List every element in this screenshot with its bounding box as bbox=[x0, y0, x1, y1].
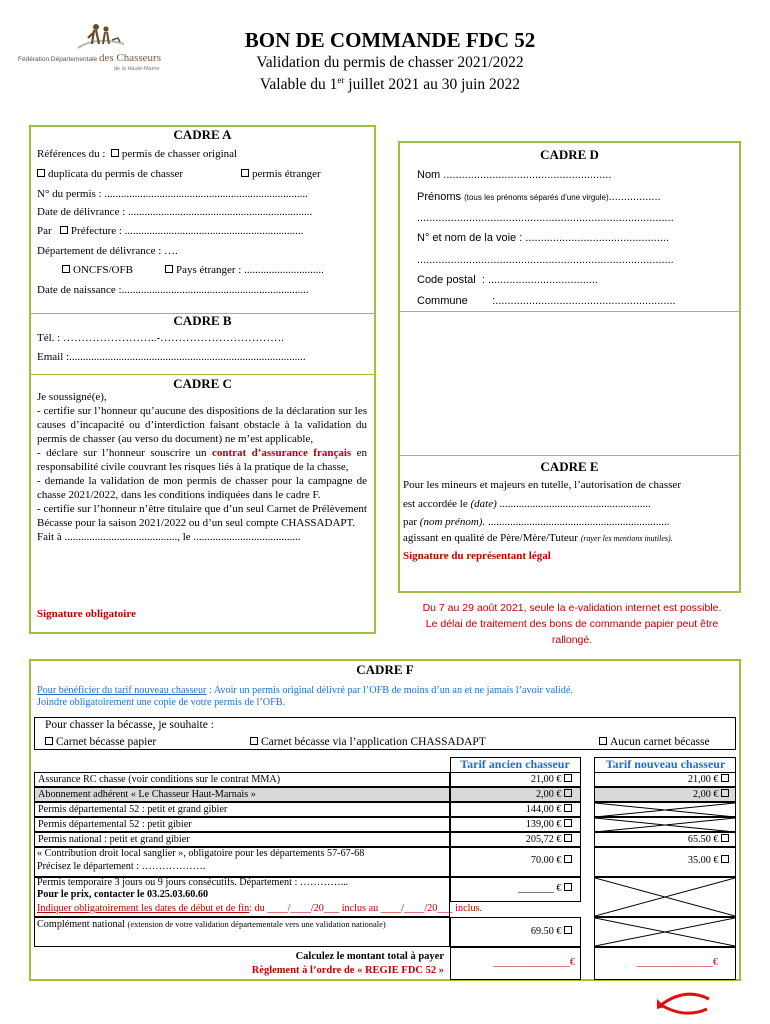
tel-field[interactable]: Tél. : ……………………..-……………………………. bbox=[37, 332, 284, 344]
oncfs-checkbox[interactable] bbox=[62, 265, 70, 273]
table-row bbox=[34, 787, 736, 802]
voie-field[interactable]: ............................................... bbox=[525, 232, 669, 244]
nouveau-price-cell: 65.50 € bbox=[594, 832, 736, 847]
crossed-cell bbox=[595, 803, 735, 817]
nouveau-price-cell: 21,00 € bbox=[594, 772, 736, 787]
temporaire-price-field[interactable]: _______ € bbox=[518, 883, 562, 894]
sanglier-nouveau-checkbox[interactable] bbox=[721, 855, 729, 863]
crossed-cell bbox=[594, 917, 736, 947]
prenoms-field-2[interactable]: .................................................................................... bbox=[417, 212, 674, 224]
voie-field-2[interactable]: .................................................................................... bbox=[417, 254, 674, 266]
nouveau-chasseur-info: Pour bénéficier du tarif nouveau chasseur : Avoir un permis original délivré par l’OFB de moins d’un an et ne jamais l’avoir validé. bbox=[37, 685, 573, 696]
date-autorisation-field[interactable]: ....................................................... bbox=[496, 498, 651, 510]
ancien-checkbox[interactable] bbox=[564, 819, 572, 827]
cadre-b-title: CADRE B bbox=[173, 313, 232, 328]
page-subtitle: Validation du permis de chasser 2021/2022 bbox=[256, 54, 524, 71]
cadre-d-title: CADRE D bbox=[540, 147, 599, 162]
turn-page-arrow-icon bbox=[655, 985, 717, 1019]
pays-etranger-checkbox[interactable] bbox=[165, 265, 173, 273]
total-nouveau-field[interactable]: _______________€ bbox=[636, 957, 718, 968]
commune-field[interactable]: ........................................................... bbox=[495, 295, 676, 307]
etranger-checkbox[interactable] bbox=[241, 169, 249, 177]
dept-delivrance-field[interactable]: Département de délivrance : …. bbox=[37, 245, 178, 257]
signature-representant: Signature du représentant légal bbox=[403, 550, 551, 562]
cadre-f-title: CADRE F bbox=[356, 662, 414, 677]
ancien-checkbox[interactable] bbox=[564, 789, 572, 797]
divider bbox=[400, 311, 739, 312]
becasse-chassadapt-checkbox[interactable] bbox=[250, 737, 258, 745]
ancien-price-cell: 2,00 € bbox=[450, 787, 581, 802]
ancien-checkbox[interactable] bbox=[564, 834, 572, 842]
ancien-price-cell: 144,00 € bbox=[450, 802, 581, 817]
signature-obligatoire: Signature obligatoire bbox=[37, 608, 136, 620]
page-title: BON DE COMMANDE FDC 52 bbox=[244, 28, 536, 52]
ancien-checkbox[interactable] bbox=[564, 774, 572, 782]
dates-field[interactable]: : du ____/____/20___ inclus au ____/____/20___ inclus. bbox=[249, 903, 483, 914]
ancien-checkbox[interactable] bbox=[564, 804, 572, 812]
col-nouveau-header: Tarif nouveau chasseur bbox=[605, 757, 726, 771]
nouveau-checkbox[interactable] bbox=[721, 789, 729, 797]
cadre-c-title: CADRE C bbox=[173, 376, 232, 391]
complement-checkbox[interactable] bbox=[564, 926, 572, 934]
num-permis-field[interactable]: N° du permis : .......................................................................... bbox=[37, 188, 308, 200]
representant-field[interactable]: .................................................................. bbox=[485, 516, 670, 528]
cadre-e-title: CADRE E bbox=[540, 459, 599, 474]
table-row bbox=[34, 802, 736, 817]
fdc-logo: Fédération Départementale des Chasseurs de la Haute-Marne bbox=[18, 22, 178, 74]
table-row bbox=[34, 772, 736, 787]
total-ancien-field[interactable]: _______________€ bbox=[493, 957, 575, 968]
ancien-price-cell: 205,72 € bbox=[450, 832, 581, 847]
crossed-cell bbox=[594, 877, 736, 917]
cadre-c-declaration: Je soussigné(e), - certifie sur l’honneur qu’aucune des dispositions de la déclaration sur les causes d’incapacité ou d’interdiction faisant obstacle à la validation du permis de chasser (au verso du document) ne m’est applicable, - déclare sur l’honneur souscrire un contrat d’assurance français en responsabilité civile couvrant les risques liés à la pratique de la chasse, - demande la validation de mon permis de chasser pour la campagne de chasse 2021/2022, dans les conditions indiquées dans le cadre F. - certifie sur l’honneur n’être titulaire que d’un seul Carnet de Prélèvement Bécasse pour la saison 2021/2022 ou d’un seul compte CHASSADAPT. Fait à ........................................., le ....................................... bbox=[37, 391, 367, 543]
table-row bbox=[34, 832, 736, 847]
row-label: Permis national : petit et grand gibier bbox=[34, 832, 450, 847]
nouveau-checkbox[interactable] bbox=[721, 834, 729, 842]
hunters-logo-icon bbox=[76, 22, 126, 50]
divider bbox=[400, 455, 739, 456]
cadre-a-title: CADRE A bbox=[173, 127, 232, 142]
crossed-cell bbox=[595, 818, 735, 832]
row-label: Permis départemental 52 : petit et grand gibier bbox=[34, 802, 450, 817]
temporaire-checkbox[interactable] bbox=[564, 883, 572, 891]
row-label: Assurance RC chasse (voir conditions sur le contrat MMA) bbox=[34, 772, 450, 787]
col-ancien-header: Tarif ancien chasseur bbox=[460, 757, 570, 771]
duplicata-checkbox[interactable] bbox=[37, 169, 45, 177]
e-validation-notice: Du 7 au 29 août 2021, seule la e-validation internet est possible. Le délai de traitement des bons de commande papier peut être rallongé. bbox=[422, 602, 722, 646]
date-delivrance-field[interactable]: Date de délivrance : ................................................................... bbox=[37, 206, 313, 218]
table-row bbox=[34, 817, 736, 832]
email-field[interactable]: Email :...................................................................................... bbox=[37, 351, 306, 363]
divider bbox=[31, 374, 374, 375]
row-label: Permis départemental 52 : petit gibier bbox=[34, 817, 450, 832]
nouveau-price-cell bbox=[594, 817, 736, 832]
nouveau-price-cell bbox=[594, 802, 736, 817]
dates-instruction: Indiquer obligatoirement les dates de début et de fin bbox=[37, 903, 250, 914]
row-label: Abonnement adhérent « Le Chasseur Haut-Marnais » bbox=[34, 787, 450, 802]
aucun-carnet-checkbox[interactable] bbox=[599, 737, 607, 745]
ancien-price-cell: 21,00 € bbox=[450, 772, 581, 787]
prenoms-field[interactable]: ................. bbox=[608, 191, 661, 203]
original-checkbox[interactable] bbox=[111, 149, 119, 157]
nouveau-checkbox[interactable] bbox=[721, 774, 729, 782]
becasse-papier-checkbox[interactable] bbox=[45, 737, 53, 745]
date-naissance-field[interactable]: Date de naissance :.................................................................... bbox=[37, 284, 309, 296]
prefecture-checkbox[interactable] bbox=[60, 226, 68, 234]
validity-dates: Valable du 1er juillet 2021 au 30 juin 2022 bbox=[259, 75, 521, 94]
nom-field[interactable]: ....................................................... bbox=[443, 169, 612, 181]
sanglier-ancien-checkbox[interactable] bbox=[564, 855, 572, 863]
nouveau-price-cell: 2,00 € bbox=[594, 787, 736, 802]
code-postal-field[interactable]: .................................... bbox=[487, 274, 598, 286]
ancien-price-cell: 139,00 € bbox=[450, 817, 581, 832]
